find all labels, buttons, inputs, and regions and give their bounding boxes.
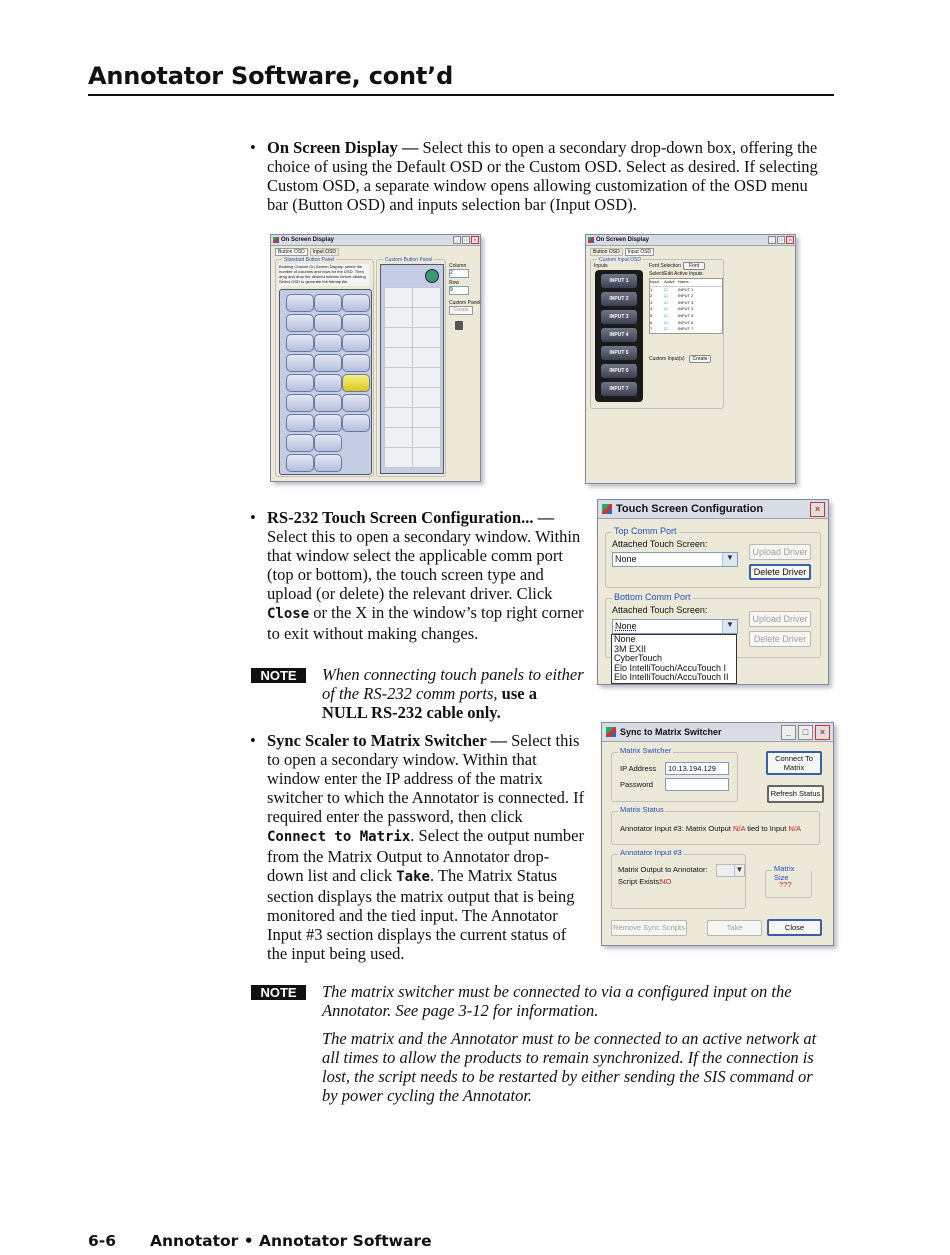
button-icon[interactable] (314, 454, 342, 472)
inputs-table (649, 278, 723, 334)
dropdown-option[interactable]: Elo IntelliTouch/AccuTouch II (614, 672, 729, 683)
input-name: INPUT 3 (678, 299, 694, 305)
input-name: INPUT 6 (678, 319, 694, 325)
refresh-status-button[interactable]: Refresh Status (767, 785, 824, 803)
custom-grid (380, 264, 444, 474)
play-icon[interactable] (425, 269, 439, 283)
select-edit-label: Select/Edit Active Inputs (649, 271, 703, 277)
matrix-switcher-group (611, 746, 738, 802)
select-value: None (615, 554, 637, 564)
column-header: Active (664, 279, 675, 284)
password-label: Password (620, 780, 653, 789)
font-selection-label: Font Selection (649, 263, 681, 269)
app-icon (606, 727, 616, 737)
button-icon[interactable] (286, 294, 314, 312)
group-label: Matrix Status (620, 805, 664, 814)
page-footer (88, 1232, 432, 1250)
input-name: INPUT 2 (678, 293, 694, 299)
app-icon (273, 237, 279, 243)
osd-description (250, 138, 827, 214)
input-name: INPUT 5 (678, 312, 694, 318)
button-icon[interactable] (286, 394, 314, 412)
column-header: Input (650, 279, 659, 284)
table-row[interactable]: 6 ☑ INPUT 6 (650, 319, 694, 325)
grid-cell[interactable] (412, 407, 441, 428)
font-button[interactable]: Font (683, 262, 705, 270)
grid-cell[interactable] (412, 427, 441, 448)
osd-title: On Screen Display — (267, 138, 419, 157)
bottom-touch-select[interactable] (612, 619, 738, 634)
button-icon[interactable] (342, 334, 370, 352)
input-button-7[interactable]: INPUT 7 (601, 382, 637, 396)
button-icon[interactable] (314, 354, 342, 372)
custom-input-osd-group (590, 259, 724, 409)
osd-window-input (585, 234, 796, 484)
note-2-para-2: The matrix and the Annotator must to be connected to an active network at all times to allow the products to remain synchronized. If the connection is lost, the script needs to be restarted by either sending the SIS command or by power cycling the Annotator. (322, 1029, 817, 1105)
rs232-description (250, 508, 585, 643)
output-to-annotator-label: Matrix Output to Annotator: (618, 865, 708, 874)
button-icon[interactable] (342, 394, 370, 412)
delete-driver-button[interactable]: Delete Driver (749, 631, 811, 647)
table-row[interactable]: 4 ☑ INPUT 4 (650, 306, 694, 312)
custom-panel-label: Custom Panel (449, 300, 481, 306)
input-panel (595, 270, 643, 402)
ip-address-label: IP Address (620, 764, 657, 773)
touch-screen-dropdown-list (611, 634, 737, 684)
sync-body-1: Select this to open a secondary window. Within that window enter the IP address of the matrix switcher to which the Annotator is connected. If required enter the password, then click (267, 731, 585, 826)
chevron-down-icon: ▼ (735, 865, 744, 874)
rs232-title: RS-232 Touch Screen Configuration... — (267, 508, 555, 527)
row-select[interactable]: 9 (449, 286, 469, 295)
window-title: Touch Screen Configuration (616, 503, 764, 515)
close-icon[interactable]: × (471, 236, 479, 244)
sync-description (250, 731, 585, 963)
status-output: N/A (733, 824, 746, 833)
close-icon[interactable]: × (786, 236, 794, 244)
ip-address-field[interactable] (665, 762, 729, 775)
grid-cell[interactable] (412, 347, 441, 368)
note-badge: NOTE (251, 668, 306, 683)
dropdown-option[interactable]: None (614, 634, 636, 644)
tab-input-osd[interactable]: Input OSD (310, 248, 339, 256)
password-field[interactable] (665, 778, 729, 791)
note-1-text (322, 665, 584, 722)
grid-cell[interactable] (384, 407, 413, 428)
grid-cell[interactable] (412, 387, 441, 408)
grid-cell[interactable] (384, 427, 413, 448)
status-mid: tied to Input (747, 824, 787, 833)
connect-to-matrix-button[interactable]: Connect To Matrix (766, 751, 822, 775)
button-icon[interactable] (286, 434, 314, 452)
app-icon (602, 504, 612, 514)
trash-icon[interactable] (455, 321, 463, 330)
maximize-icon[interactable]: □ (777, 236, 785, 244)
matrix-status-group (611, 805, 820, 845)
close-word: Close (267, 606, 310, 622)
table-row[interactable]: 3 ☑ INPUT 3 (650, 299, 694, 305)
button-icon[interactable] (286, 354, 314, 372)
note-badge: NOTE (251, 985, 306, 1000)
grid-cell[interactable] (384, 347, 413, 368)
group-label: Custom Input OSD (599, 257, 641, 263)
maximize-icon[interactable]: □ (462, 236, 470, 244)
script-exists-value: NO (660, 877, 672, 886)
sync-title: Sync Scaler to Matrix Switcher — (267, 731, 507, 750)
script-exists-label: Script Exists: (618, 877, 662, 886)
footer-title: Annotator • Annotator Software (150, 1232, 432, 1250)
upload-driver-button[interactable]: Upload Driver (749, 544, 811, 560)
button-icon[interactable] (342, 414, 370, 432)
input-button-2[interactable]: INPUT 2 (601, 292, 637, 306)
custom-button-panel (376, 259, 446, 477)
take-button[interactable]: Take (707, 920, 762, 936)
window-title: On Screen Display (596, 237, 650, 243)
output-select[interactable] (716, 864, 745, 877)
standard-button-panel (275, 259, 374, 477)
top-touch-select[interactable] (612, 552, 738, 567)
group-label: Matrix Size (772, 864, 811, 882)
osd-body: Select this to open a secondary drop-down box, offering the choice of using the Default OSD or the Custom OSD. Select as desired. If selecting Custom OSD, a separate window opens allowing customization of the OSD menu bar (Button OSD) and inputs selection bar (Input OSD). (267, 138, 818, 214)
minimize-icon[interactable]: _ (453, 236, 461, 244)
sync-matrix-window (601, 722, 834, 946)
attached-touch-screen-label: Attached Touch Screen: (612, 539, 708, 549)
columns-select[interactable]: 2 (449, 269, 469, 278)
grid-cell[interactable] (412, 307, 441, 328)
instructions: Building Custom On-Screen Display: select the number of columns and rows for the OSD. Then drag and drop the desired buttons before clicking Select OSD to generate the bitmap file. (279, 264, 369, 286)
custom-inputs-label: Custom Input(s) (649, 356, 685, 362)
grid-cell[interactable] (384, 447, 413, 468)
app-icon (588, 237, 594, 243)
table-row[interactable]: 7 ☑ INPUT 7 (650, 326, 694, 332)
grid-cell[interactable] (412, 287, 441, 308)
group-label: Annotator Input #3 (620, 848, 682, 857)
close-icon[interactable]: × (810, 502, 825, 517)
bullet: • (250, 508, 256, 527)
ip-value: 10.13.194.129 (668, 764, 716, 773)
button-icon[interactable] (314, 294, 342, 312)
columns-label: Column (449, 263, 467, 269)
input-button-5[interactable]: INPUT 5 (601, 346, 637, 360)
button-icon[interactable] (314, 374, 342, 392)
minimize-icon[interactable]: _ (781, 725, 796, 740)
button-icon[interactable] (342, 314, 370, 332)
tab-button-osd[interactable]: Button OSD (590, 248, 623, 256)
page-heading: Annotator Software, cont’d (88, 62, 454, 90)
note-2-para-1: The matrix switcher must be connected to via a configured input on the Annotator. See page 3-12 for information. (322, 982, 792, 1020)
close-button[interactable]: Close (767, 919, 822, 936)
group-label: Custom Button Panel (385, 257, 433, 263)
footer-page-number: 6-6 (88, 1232, 117, 1250)
button-icon[interactable] (286, 334, 314, 352)
grid-cell[interactable] (384, 287, 413, 308)
annotator-input-group (611, 848, 746, 909)
group-label: Bottom Comm Port (614, 592, 691, 602)
status-prefix: Annotator Input #3: Matrix Output (620, 824, 731, 833)
dropdown-option[interactable]: 3M EXII (614, 643, 647, 654)
button-icon[interactable] (314, 394, 342, 412)
select-value: None (615, 621, 637, 631)
upload-driver-button[interactable]: Upload Driver (749, 611, 811, 627)
grid-cell[interactable] (384, 387, 413, 408)
dropdown-option[interactable]: CyberTouch (614, 653, 663, 664)
group-label: Top Comm Port (614, 526, 677, 536)
window-title: On Screen Display (281, 237, 335, 243)
dropdown-option[interactable]: Elo IntelliTouch/AccuTouch I (614, 662, 727, 673)
input-name: INPUT 1 (678, 286, 694, 292)
button-icon[interactable] (286, 414, 314, 432)
matrix-size-value: ??? (779, 880, 792, 889)
grid-cell[interactable] (384, 367, 413, 388)
button-icon[interactable] (314, 334, 342, 352)
grid-cell[interactable] (384, 327, 413, 348)
create-button[interactable]: Create (689, 355, 711, 363)
sync-body-3: . The Matrix Status section displays the matrix output that is being monitored and the tied input. The Annotator Input #3 section displays the current status of the input being used. (267, 866, 575, 963)
inputs-label: Inputs (594, 263, 608, 269)
row-label: Row (449, 280, 460, 286)
matrix-size-group (765, 864, 812, 898)
status-input: N/A (788, 824, 801, 833)
button-icon[interactable] (314, 314, 342, 332)
grid-cell[interactable] (412, 327, 441, 348)
minimize-icon[interactable]: _ (768, 236, 776, 244)
button-icon[interactable] (342, 354, 370, 372)
input-button-4[interactable]: INPUT 4 (601, 328, 637, 342)
column-header: Name (678, 279, 689, 284)
rs232-body-2: or the X in the window’s top right corner to exit without making changes. (267, 603, 584, 643)
chevron-down-icon: ▼ (722, 620, 737, 633)
delete-driver-button[interactable]: Delete Driver (749, 564, 811, 580)
button-icon[interactable] (314, 414, 342, 432)
osd-window-button (270, 234, 481, 482)
create-button[interactable]: Create (449, 306, 473, 315)
note-1-bold: use a NULL RS-232 cable only. (322, 684, 537, 722)
input-button-6[interactable]: INPUT 6 (601, 364, 637, 378)
table-row[interactable]: 5 ☑ INPUT 5 (650, 312, 694, 318)
group-label: Matrix Switcher (620, 746, 672, 755)
maximize-icon[interactable]: □ (798, 725, 813, 740)
bullet: • (250, 138, 256, 157)
table-row[interactable]: 1 ☑ INPUT 1 (650, 286, 694, 292)
sync-body-2: . Select the output number from the Matrix Output to Annotator drop-down list and click (267, 826, 584, 885)
group-label: Standard Button Panel (284, 257, 335, 263)
grid-cell[interactable] (412, 447, 441, 468)
tab-button-osd[interactable]: Button OSD (275, 248, 308, 256)
close-icon[interactable]: × (815, 725, 830, 740)
window-title: Sync to Matrix Switcher (620, 727, 722, 737)
button-icon[interactable] (314, 434, 342, 452)
top-comm-port-group (605, 526, 821, 588)
note-1-italic: When connecting touch panels to either of the RS-232 comm ports, (322, 665, 584, 703)
button-palette (279, 289, 372, 475)
bullet: • (250, 731, 256, 750)
attached-touch-screen-label: Attached Touch Screen: (612, 605, 708, 615)
button-icon[interactable] (286, 314, 314, 332)
chevron-down-icon: ▼ (722, 553, 737, 566)
input-button-1[interactable]: INPUT 1 (601, 274, 637, 288)
input-button-3[interactable]: INPUT 3 (601, 310, 637, 324)
button-icon[interactable] (286, 454, 314, 472)
remove-sync-scripts-button[interactable]: Remove Sync Scripts (611, 920, 687, 936)
touch-screen-window (597, 499, 829, 685)
grid-cell[interactable] (412, 367, 441, 388)
heading-rule (88, 94, 834, 96)
highlighter-icon[interactable] (342, 374, 370, 392)
button-icon[interactable] (342, 294, 370, 312)
connect-word: Connect to Matrix (267, 829, 411, 845)
tab-input-osd[interactable]: Input OSD (625, 248, 654, 256)
take-word: Take (396, 869, 430, 885)
input-name: INPUT 4 (678, 306, 694, 312)
matrix-status-text (620, 824, 801, 833)
input-name: INPUT 7 (678, 326, 694, 332)
button-icon[interactable] (286, 374, 314, 392)
rs232-body-1: Select this to open a secondary window. Within that window select the applicable comm port (top or bottom), the touch screen type and upload (or delete) the relevant driver. Click (267, 527, 581, 603)
grid-cell[interactable] (384, 307, 413, 328)
table-row[interactable]: 2 ☑ INPUT 2 (650, 293, 694, 299)
